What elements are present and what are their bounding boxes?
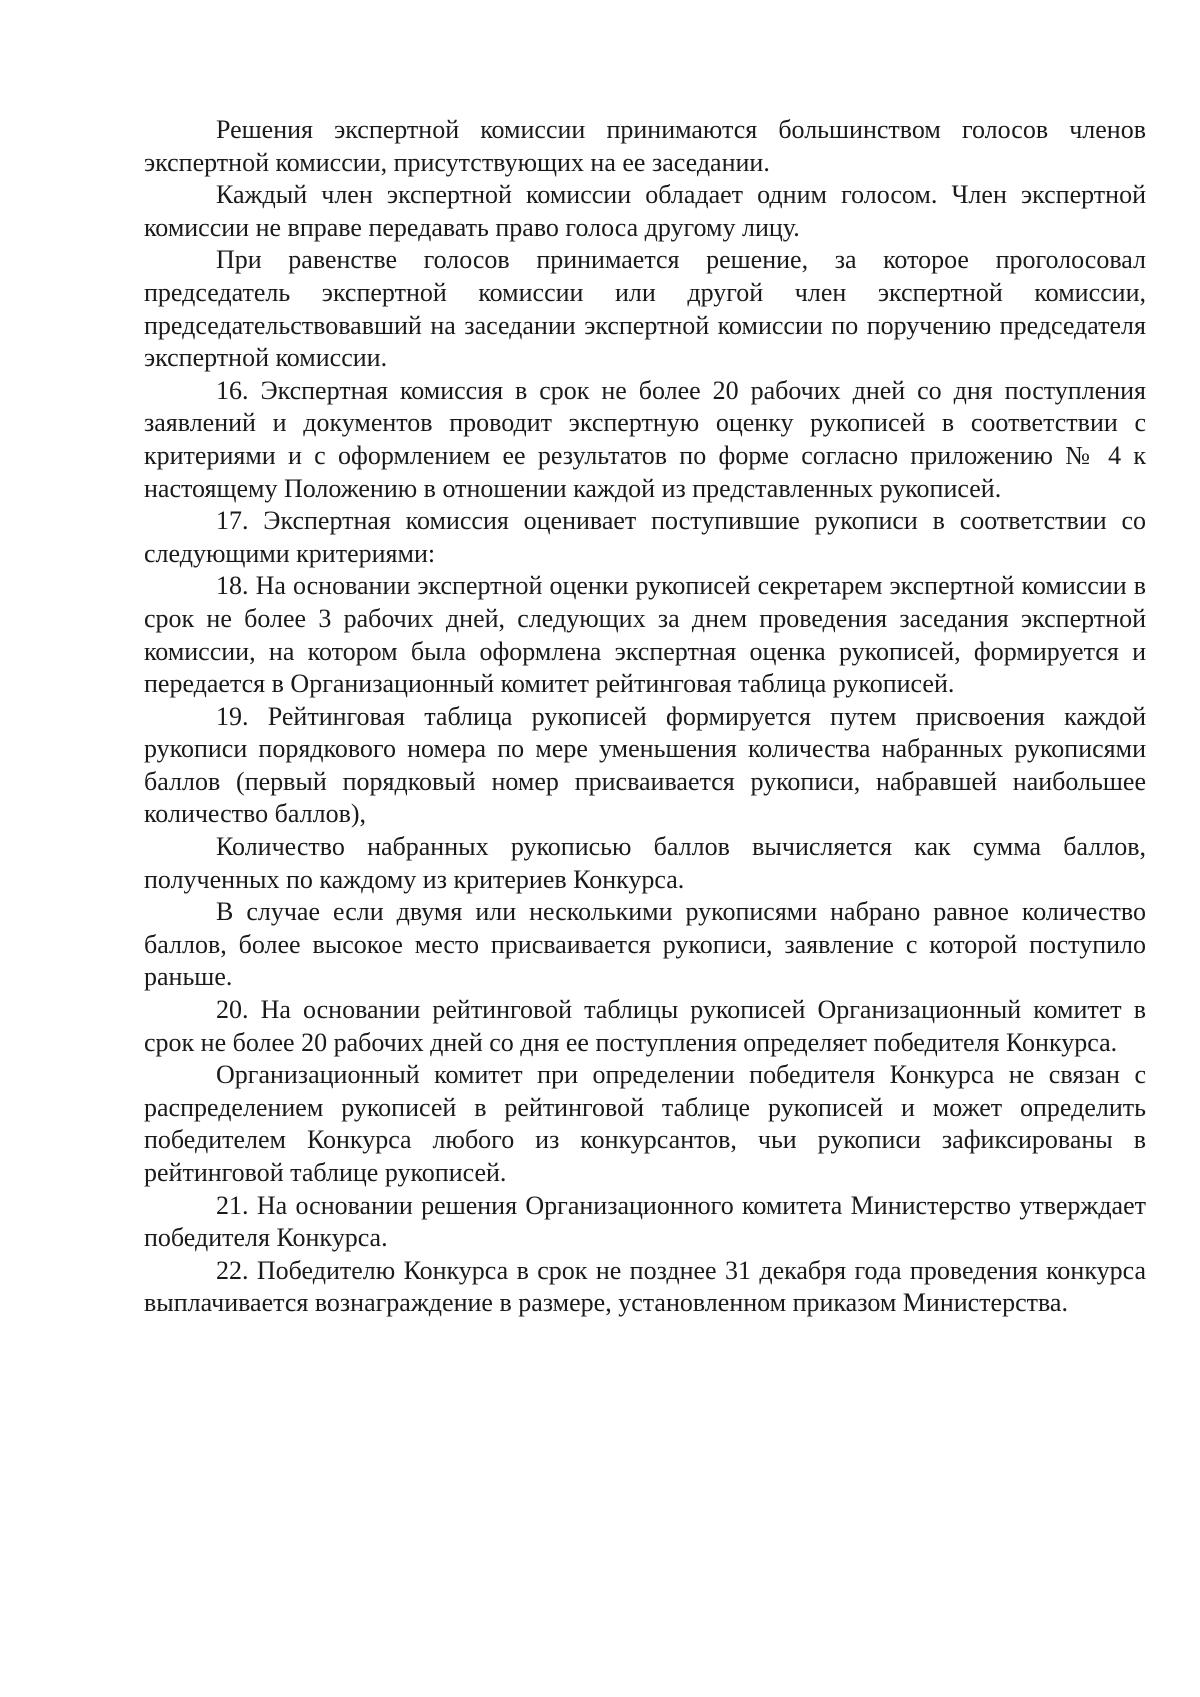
paragraph-score-sum: Количество набранных рукописью баллов вычисляется как сумма баллов, полученных по каждому из критериев Конкурса.	[144, 832, 1146, 894]
paragraph-17: 17. Экспертная комиссия оценивает поступившие рукописи в соответствии со следующими критериями:	[144, 506, 1146, 568]
paragraph-equal-votes: При равенстве голосов принимается решение, за которое проголосовал председатель экспертной комиссии или другой член экспертной комиссии, председательствовавший на заседании экспертной комиссии по поручению председателя экспертной комиссии.	[144, 245, 1146, 373]
paragraph-decision-majority: Решения экспертной комиссии принимаются большинством голосов членов экспертной комиссии, присутствующих на ее заседании.	[144, 115, 1146, 177]
paragraph-tie-break: В случае если двумя или несколькими рукописями набрано равное количество баллов, более высокое место присваивается рукописи, заявление с которой поступило раньше.	[144, 897, 1146, 992]
paragraph-committee-freedom: Организационный комитет при определении победителя Конкурса не связан с распределением рукописей в рейтинговой таблице рукописей и может определить победителем Конкурса любого из конкурсантов, чьи рукописи зафиксированы в рейтинговой таблице рукописей.	[144, 1060, 1146, 1187]
paragraph-22: 22. Победителю Конкурса в срок не позднее 31 декабря года проведения конкурса выплачивается вознаграждение в размере, установленном приказом Министерства.	[144, 1255, 1146, 1318]
paragraph-16: 16. Экспертная комиссия в срок не более 20 рабочих дней со дня поступления заявлений и документов проводит экспертную оценку рукописей в соответствии с критериями и с оформлением ее результатов по форме согласно приложению № 4 к настоящему Положению в отношении каждой из представленных рукописей.	[144, 375, 1146, 503]
paragraph-19: 19. Рейтинговая таблица рукописей формируется путем присвоения каждой рукописи порядкового номера по мере уменьшения количества набранных рукописями баллов (первый порядковый номер присваивается рукописи, набравшей наибольшее количество баллов),	[144, 701, 1146, 829]
paragraph-20: 20. На основании рейтинговой таблицы рукописей Организационный комитет в срок не более 20 рабочих дней со дня ее поступления определяет победителя Конкурса.	[144, 995, 1146, 1057]
paragraph-one-vote: Каждый член экспертной комиссии обладает одним голосом. Член экспертной комиссии не вправе передавать право голоса другому лицу.	[144, 180, 1146, 242]
paragraph-18: 18. На основании экспертной оценки рукописей секретарем экспертной комиссии в срок не более 3 рабочих дней, следующих за днем проведения заседания экспертной комиссии, на котором была оформлена экспертная оценка рукописей, формируется и передается в Организационный комитет рейтинговая таблица рукописей.	[144, 571, 1146, 699]
document-body	[144, 114, 1146, 1320]
paragraph-21: 21. На основании решения Организационного комитета Министерство утверждает победителя Конкурса.	[144, 1190, 1146, 1253]
